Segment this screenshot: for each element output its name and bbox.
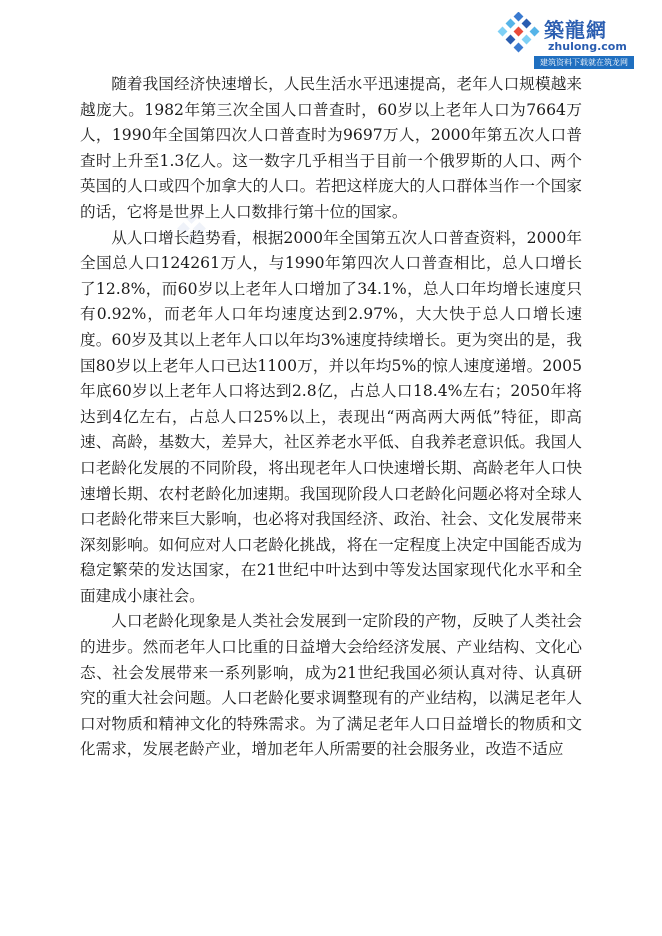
- logo-url: zhulong.com: [548, 40, 627, 53]
- logo-tagline: 建筑资料下载就在筑龙网: [534, 56, 634, 69]
- paragraph-social-impact: 人口老龄化现象是人类社会发展到一定阶段的产物，反映了人类社会的进步。然而老年人口比重的日益增大会给经济发展、产业结构、文化心态、社会发展带来一系列影响，成为21世纪我国必须认真对待、认真研究的重大社会问题。人口老龄化要求调整现有的产业结构，以满足老年人口对物质和精神文化的特殊需求。为了满足老年人口日益增长的物质和文化需求，发展老龄产业，增加老年人所需要的社会服务业，改造不适应: [80, 612, 582, 759]
- zhulong-emblem-icon: [496, 12, 540, 56]
- zhulong-logo: [496, 8, 636, 70]
- document-body: [80, 72, 582, 763]
- paragraph-elderly-population-growth: 随着我国经济快速增长，人民生活水平迅速提高，老年人口规模越来越庞大。1982年第三次全国人口普查时，60岁以上老年人口为7664万人，1990年全国第四次人口普查时为9697万人，2000年第五次人口普查时上升至1.3亿人。这一数字几乎相当于目前一个俄罗斯的人口、两个英国的人口或四个加拿大的人口。若把这样庞大的人口群体当作一个国家的话，它将是世界上人口数排行第十位的国家。: [80, 75, 582, 221]
- paragraph-population-trend: 从人口增长趋势看，根据2000年全国第五次人口普查资料，2000年全国总人口124261万人，与1990年第四次人口普查相比，总人口增长了12.8%，而60岁以上老年人口增加了34.1%，总人口年均增长速度只有0.92%，而老年人口年均速度达到2.97%，大大快于总人口增长速度。60岁及其以上老年人口以年均3%速度持续增长。更为突出的是，我国80岁以上老年人口已达1100万，并以年均5%的惊人速度递增。2005年底60岁以上老年人口将达到2.8亿，占总人口18.4%左右；2050年将达到4亿左右，占总人口25%以上，表现出“两高两大两低”特征，即高速、高龄，基数大，差异大，社区养老水平低、自我养老意识低。我国人口老龄化发展的不同阶段，将出现老年人口快速增长期、高龄老年人口快速增长期、农村老龄化加速期。我国现阶段人口老龄化问题必将对全球人口老龄化带来巨大影响，也必将对我国经济、政治、社会、文化发展带来深刻影响。如何应对人口老龄化挑战，将在一定程度上决定中国能否成为稳定繁荣的发达国家，在21世纪中叶达到中等发达国家现代化水平和全面建成小康社会。: [80, 228, 582, 605]
- logo-name: 築龍網: [544, 18, 607, 42]
